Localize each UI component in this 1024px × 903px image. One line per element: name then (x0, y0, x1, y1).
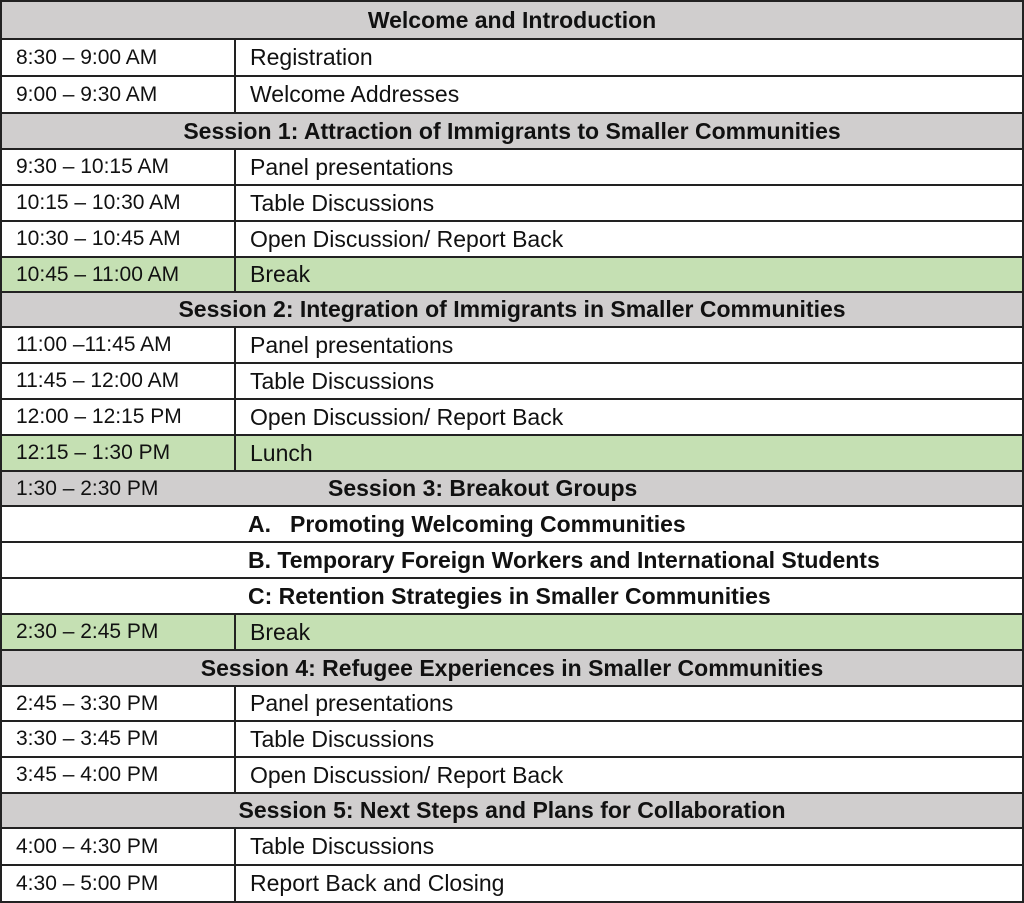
agenda-row (0, 864, 1024, 903)
breakout-group-row (0, 541, 1024, 579)
breakout-title: Promoting Welcoming Communities (290, 510, 686, 537)
agenda-row (0, 362, 1024, 400)
breakout-group (234, 505, 1024, 543)
activity-cell: Panel presentations (234, 685, 1024, 722)
break-row (0, 434, 1024, 472)
agenda-row (0, 38, 1024, 77)
breakout-group-row (0, 505, 1024, 543)
time-cell: 4:00 – 4:30 PM (0, 827, 236, 866)
breakout-title: B. Temporary Foreign Workers and International Students (248, 546, 880, 573)
time-cell (0, 577, 236, 615)
agenda-row (0, 756, 1024, 794)
break-row (0, 256, 1024, 293)
time-cell: 2:45 – 3:30 PM (0, 685, 236, 722)
time-cell: 11:45 – 12:00 AM (0, 362, 236, 400)
time-cell: 3:45 – 4:00 PM (0, 756, 236, 794)
agenda-row (0, 685, 1024, 722)
session-header: Session 1: Attraction of Immigrants to Smaller Communities (0, 112, 1024, 150)
time-cell: 9:30 – 10:15 AM (0, 148, 236, 186)
break-row (0, 613, 1024, 651)
agenda-row (0, 148, 1024, 186)
session-header: Session 5: Next Steps and Plans for Collaboration (0, 792, 1024, 829)
activity-cell: Report Back and Closing (234, 864, 1024, 903)
agenda-row (0, 75, 1024, 114)
session-header: Session 4: Refugee Experiences in Smaller Communities (0, 649, 1024, 687)
breakout-group (234, 541, 1024, 579)
session-header: Session 3: Breakout Groups (234, 470, 1024, 507)
activity-cell: Panel presentations (234, 148, 1024, 186)
time-cell: 10:30 – 10:45 AM (0, 220, 236, 258)
time-cell: 1:30 – 2:30 PM (0, 470, 236, 507)
time-cell: 10:15 – 10:30 AM (0, 184, 236, 222)
activity-cell: Panel presentations (234, 326, 1024, 364)
breakout-letter: A. (248, 510, 271, 537)
activity-cell: Open Discussion/ Report Back (234, 220, 1024, 258)
agenda-row (0, 398, 1024, 436)
activity-cell: Break (234, 613, 1024, 651)
activity-cell: Lunch (234, 434, 1024, 472)
time-cell (0, 505, 236, 543)
time-cell (0, 541, 236, 579)
session-header: Session 2: Integration of Immigrants in Smaller Communities (0, 291, 1024, 328)
time-cell: 9:00 – 9:30 AM (0, 75, 236, 114)
activity-cell: Table Discussions (234, 184, 1024, 222)
activity-cell: Table Discussions (234, 720, 1024, 758)
activity-cell: Break (234, 256, 1024, 293)
activity-cell: Open Discussion/ Report Back (234, 398, 1024, 436)
agenda-row (0, 827, 1024, 866)
activity-cell: Open Discussion/ Report Back (234, 756, 1024, 794)
agenda-row (0, 326, 1024, 364)
session-header: Welcome and Introduction (0, 0, 1024, 40)
activity-cell: Table Discussions (234, 362, 1024, 400)
breakout-group-row (0, 577, 1024, 615)
agenda-row (0, 720, 1024, 758)
time-cell: 10:45 – 11:00 AM (0, 256, 236, 293)
time-cell: 2:30 – 2:45 PM (0, 613, 236, 651)
time-cell: 12:15 – 1:30 PM (0, 434, 236, 472)
activity-cell: Table Discussions (234, 827, 1024, 866)
activity-cell: Welcome Addresses (234, 75, 1024, 114)
activity-cell: Registration (234, 38, 1024, 77)
agenda-row (0, 184, 1024, 222)
time-cell: 8:30 – 9:00 AM (0, 38, 236, 77)
time-cell: 12:00 – 12:15 PM (0, 398, 236, 436)
breakout-group (234, 577, 1024, 615)
time-cell: 4:30 – 5:00 PM (0, 864, 236, 903)
agenda-row (0, 220, 1024, 258)
time-cell: 3:30 – 3:45 PM (0, 720, 236, 758)
breakout-title: C: Retention Strategies in Smaller Communities (248, 582, 771, 609)
session-header-row (0, 470, 1024, 507)
time-cell: 11:00 –11:45 AM (0, 326, 236, 364)
